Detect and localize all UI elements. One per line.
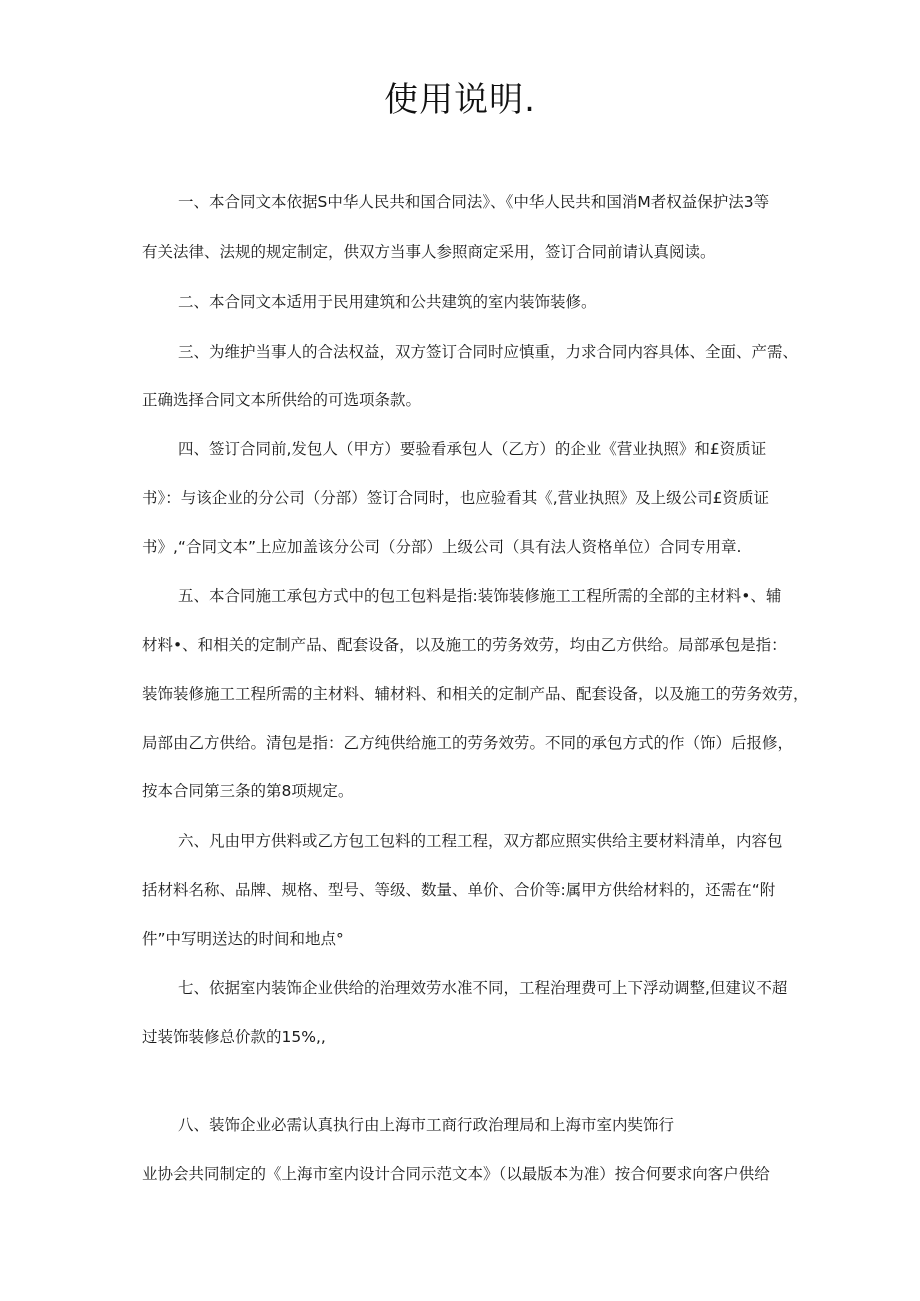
paragraph-5-line-2: 材料•、和相关的定制产品、配套设备，以及施工的劳务效劳，均由乙方供给。局部承包是指： (142, 636, 787, 654)
page-title: 使用说明. (384, 80, 536, 120)
paragraph-6-line-3: 件”中写明送达的时间和地点° (142, 930, 344, 948)
paragraph-8-line-1: 八、装饰企业必需认真执行由上海市工商行政治理局和上海市室内奘饰行 (178, 1116, 675, 1134)
paragraph-5-line-4: 局部由乙方供给。清包是指：乙方纯供给施工的劳务效劳。不同的承包方式的作（饰）后报修， (142, 734, 794, 752)
paragraph-5-line-5: 按本合同第三条的第8项规定。 (142, 782, 354, 800)
paragraph-1-line-2: 有关法律、法规的规定制定，供双方当事人参照商定采用，签订合同前请认真阅读。 (142, 243, 716, 261)
paragraph-4-line-1: 四、签订合同前,发包人（甲方）要验看承包人（乙方）的企业《营业执照》和£资质证 (178, 440, 767, 458)
paragraph-5-line-1: 五、本合同施工承包方式中的包工包料是指:装饰装修施工工程所需的全部的主材料•、辅 (178, 587, 782, 605)
paragraph-7-line-2: 过装饰装修总价款的15%,, (142, 1028, 326, 1046)
paragraph-6-line-2: 括材料名称、品牌、规格、型号、等级、数量、单价、合价等:属甲方供给材料的，还需在“附 (142, 881, 776, 899)
paragraph-4-line-3: 书》,“合同文本”上应加盖该分公司（分部）上级公司（具有法人资格单位）合同专用章. (142, 538, 742, 556)
paragraph-2-line-1: 二、本合同文本适用于民用建筑和公共建筑的室内装饰装修。 (178, 293, 597, 311)
paragraph-6-line-1: 六、凡由甲方供料或乙方包工包料的工程工程，双方都应照实供给主要材料清单，内容包 (178, 832, 783, 850)
paragraph-8-line-2: 业协会共同制定的《上海市室内设计合同示范文本》（以最版本为准）按合何要求向客户供给 (142, 1165, 770, 1183)
paragraph-5-line-3: 装饰装修施工工程所需的主材料、辅材料、和相关的定制产品、配套设备，以及施工的劳务效劳， (142, 685, 809, 703)
paragraph-7-line-1: 七、依据室内装饰企业供给的治理效劳水准不同，工程治理费可上下浮动调整,但建议不超 (178, 979, 788, 997)
paragraph-3-line-1: 三、为维护当事人的合法权益，双方签订合同时应慎重，力求合同内容具体、全面、产需、 (178, 343, 799, 361)
paragraph-4-line-2: 书》：与该企业的分公司（分部）签订合同时，也应验看其《,营业执照》及上级公司£资质证 (142, 489, 770, 507)
paragraph-3-line-2: 正确选择合同文本所供给的可选项条款。 (142, 391, 422, 409)
paragraph-1-line-1: 一、本合同文本依据S中华人民共和国合同法》、《中华人民共和国消M者权益保护法3等 (178, 193, 770, 211)
